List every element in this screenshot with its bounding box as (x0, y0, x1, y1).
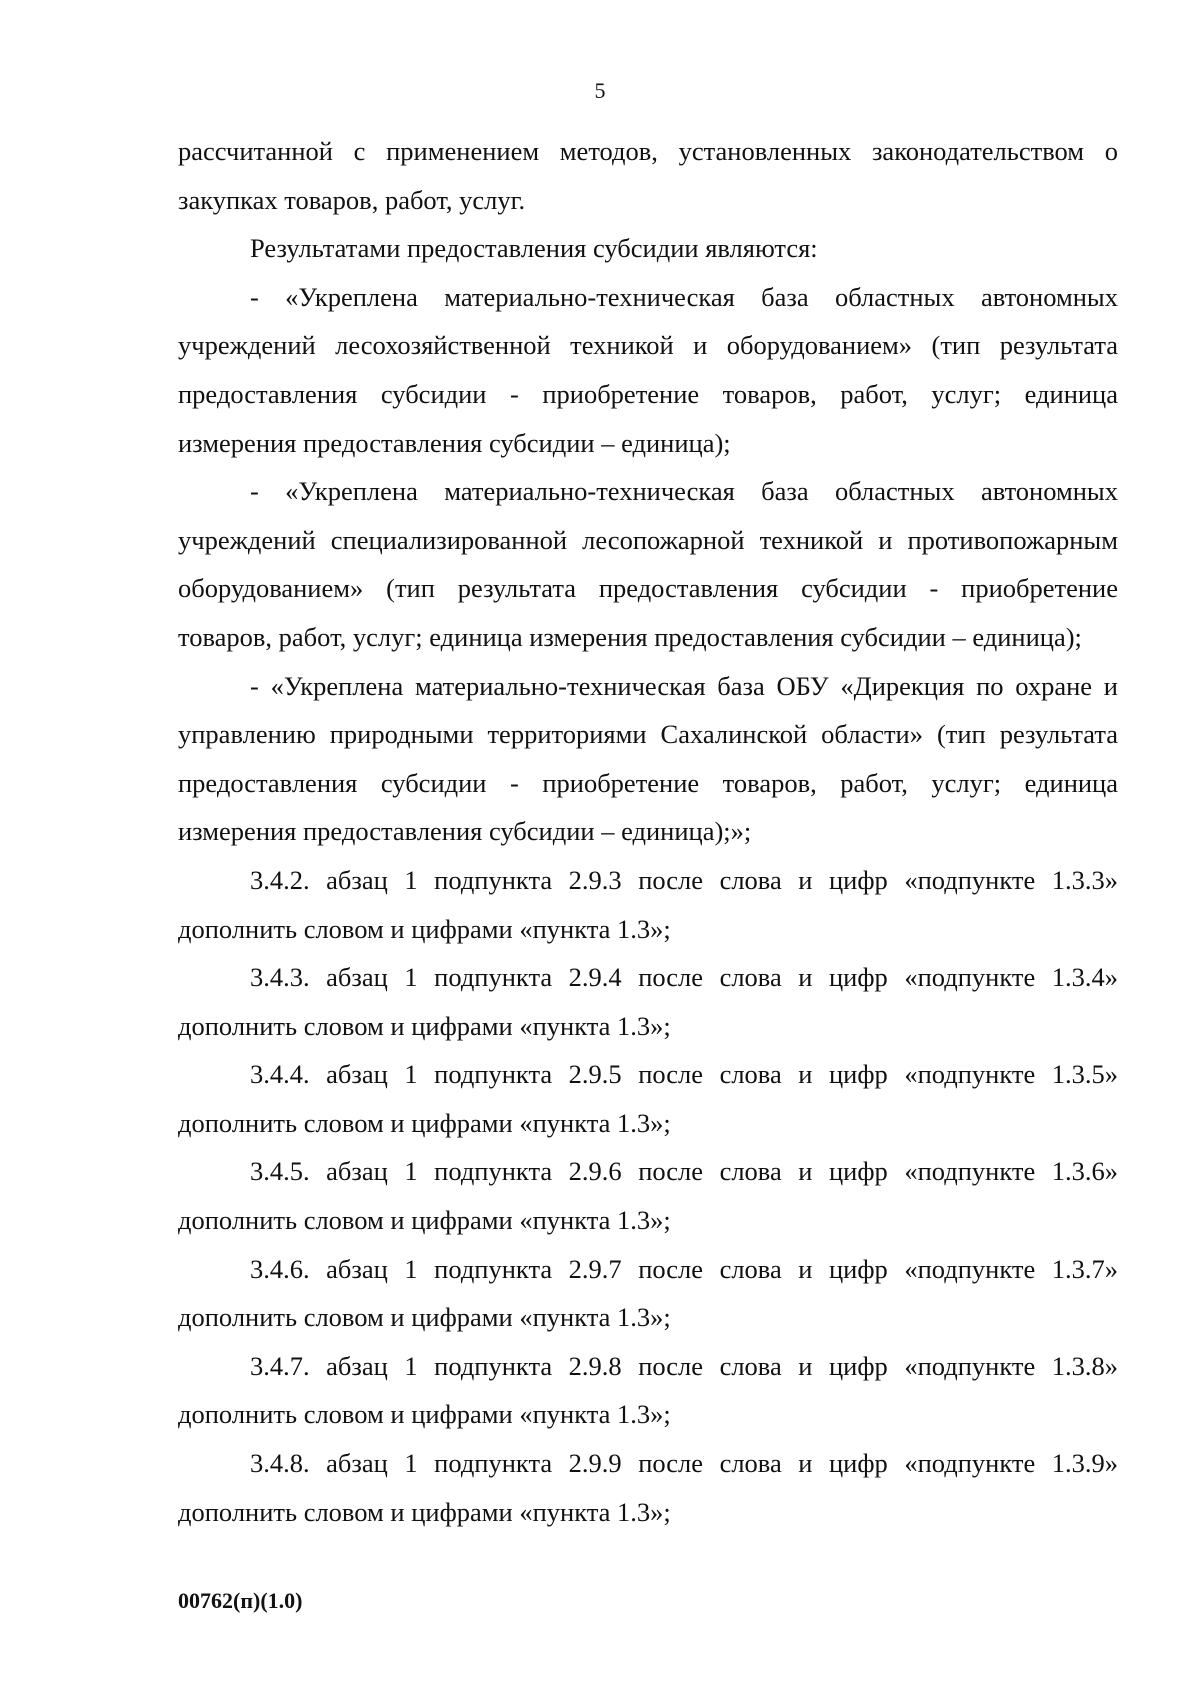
paragraph-clause-3-4-4: 3.4.4. абзац 1 подпункта 2.9.5 после слова и цифр «подпункте 1.3.5» дополнить словом и цифрами «пункта 1.3»; (178, 1059, 1118, 1138)
paragraph-result-item-2: - «Укреплена материально-техническая база областных автономных учреждений специализированной лесопожарной техникой и противопожарным оборудованием» (тип результата предоставления субсидии - приобретение товаров, работ, услуг; единица измерения предоставления субсидии – единица); (178, 476, 1118, 652)
paragraph-continuation: рассчитанной с применением методов, установленных законодательством о закупках товаров, работ, услуг. (178, 136, 1118, 215)
paragraph-result-item-3: - «Укреплена материально-техническая база ОБУ «Дирекция по охране и управлению природными территориями Сахалинской области» (тип результата предоставления субсидии - приобретение товаров, работ, услуг; единица измерения предоставления субсидии – единица);»; (178, 670, 1118, 847)
paragraph-clause-3-4-7: 3.4.7. абзац 1 подпункта 2.9.8 после слова и цифр «подпункте 1.3.8» дополнить словом и цифрами «пункта 1.3»; (178, 1350, 1118, 1430)
paragraph-result-item-1: - «Укреплена материально-техническая база областных автономных учреждений лесохозяйственной техникой и оборудованием» (тип результата предоставления субсидии - приобретение товаров, работ, услуг; единица измерения предоставления субсидии – единица); (178, 281, 1118, 458)
paragraph-clause-3-4-6: 3.4.6. абзац 1 подпункта 2.9.7 после слова и цифр «подпункте 1.3.7» дополнить словом и цифрами «пункта 1.3»; (178, 1253, 1118, 1333)
document-body (178, 127, 1118, 1536)
paragraph-clause-3-4-2: 3.4.2. абзац 1 подпункта 2.9.3 после слова и цифр «подпункте 1.3.3» дополнить словом и цифрами «пункта 1.3»; (178, 864, 1118, 944)
page-number: 5 (594, 78, 606, 103)
paragraph-clause-3-4-3: 3.4.3. абзац 1 подпункта 2.9.4 после слова и цифр «подпункте 1.3.4» дополнить словом и цифрами «пункта 1.3»; (178, 962, 1118, 1041)
document-code: 00762(п)(1.0) (178, 1588, 303, 1613)
paragraph-clause-3-4-5: 3.4.5. абзац 1 подпункта 2.9.6 после слова и цифр «подпункте 1.3.6» дополнить словом и цифрами «пункта 1.3»; (178, 1156, 1118, 1236)
paragraph-results-intro: Результатами предоставления субсидии являются: (250, 233, 818, 264)
paragraph-clause-3-4-8: 3.4.8. абзац 1 подпункта 2.9.9 после слова и цифр «подпункте 1.3.9» дополнить словом и цифрами «пункта 1.3»; (178, 1448, 1118, 1527)
